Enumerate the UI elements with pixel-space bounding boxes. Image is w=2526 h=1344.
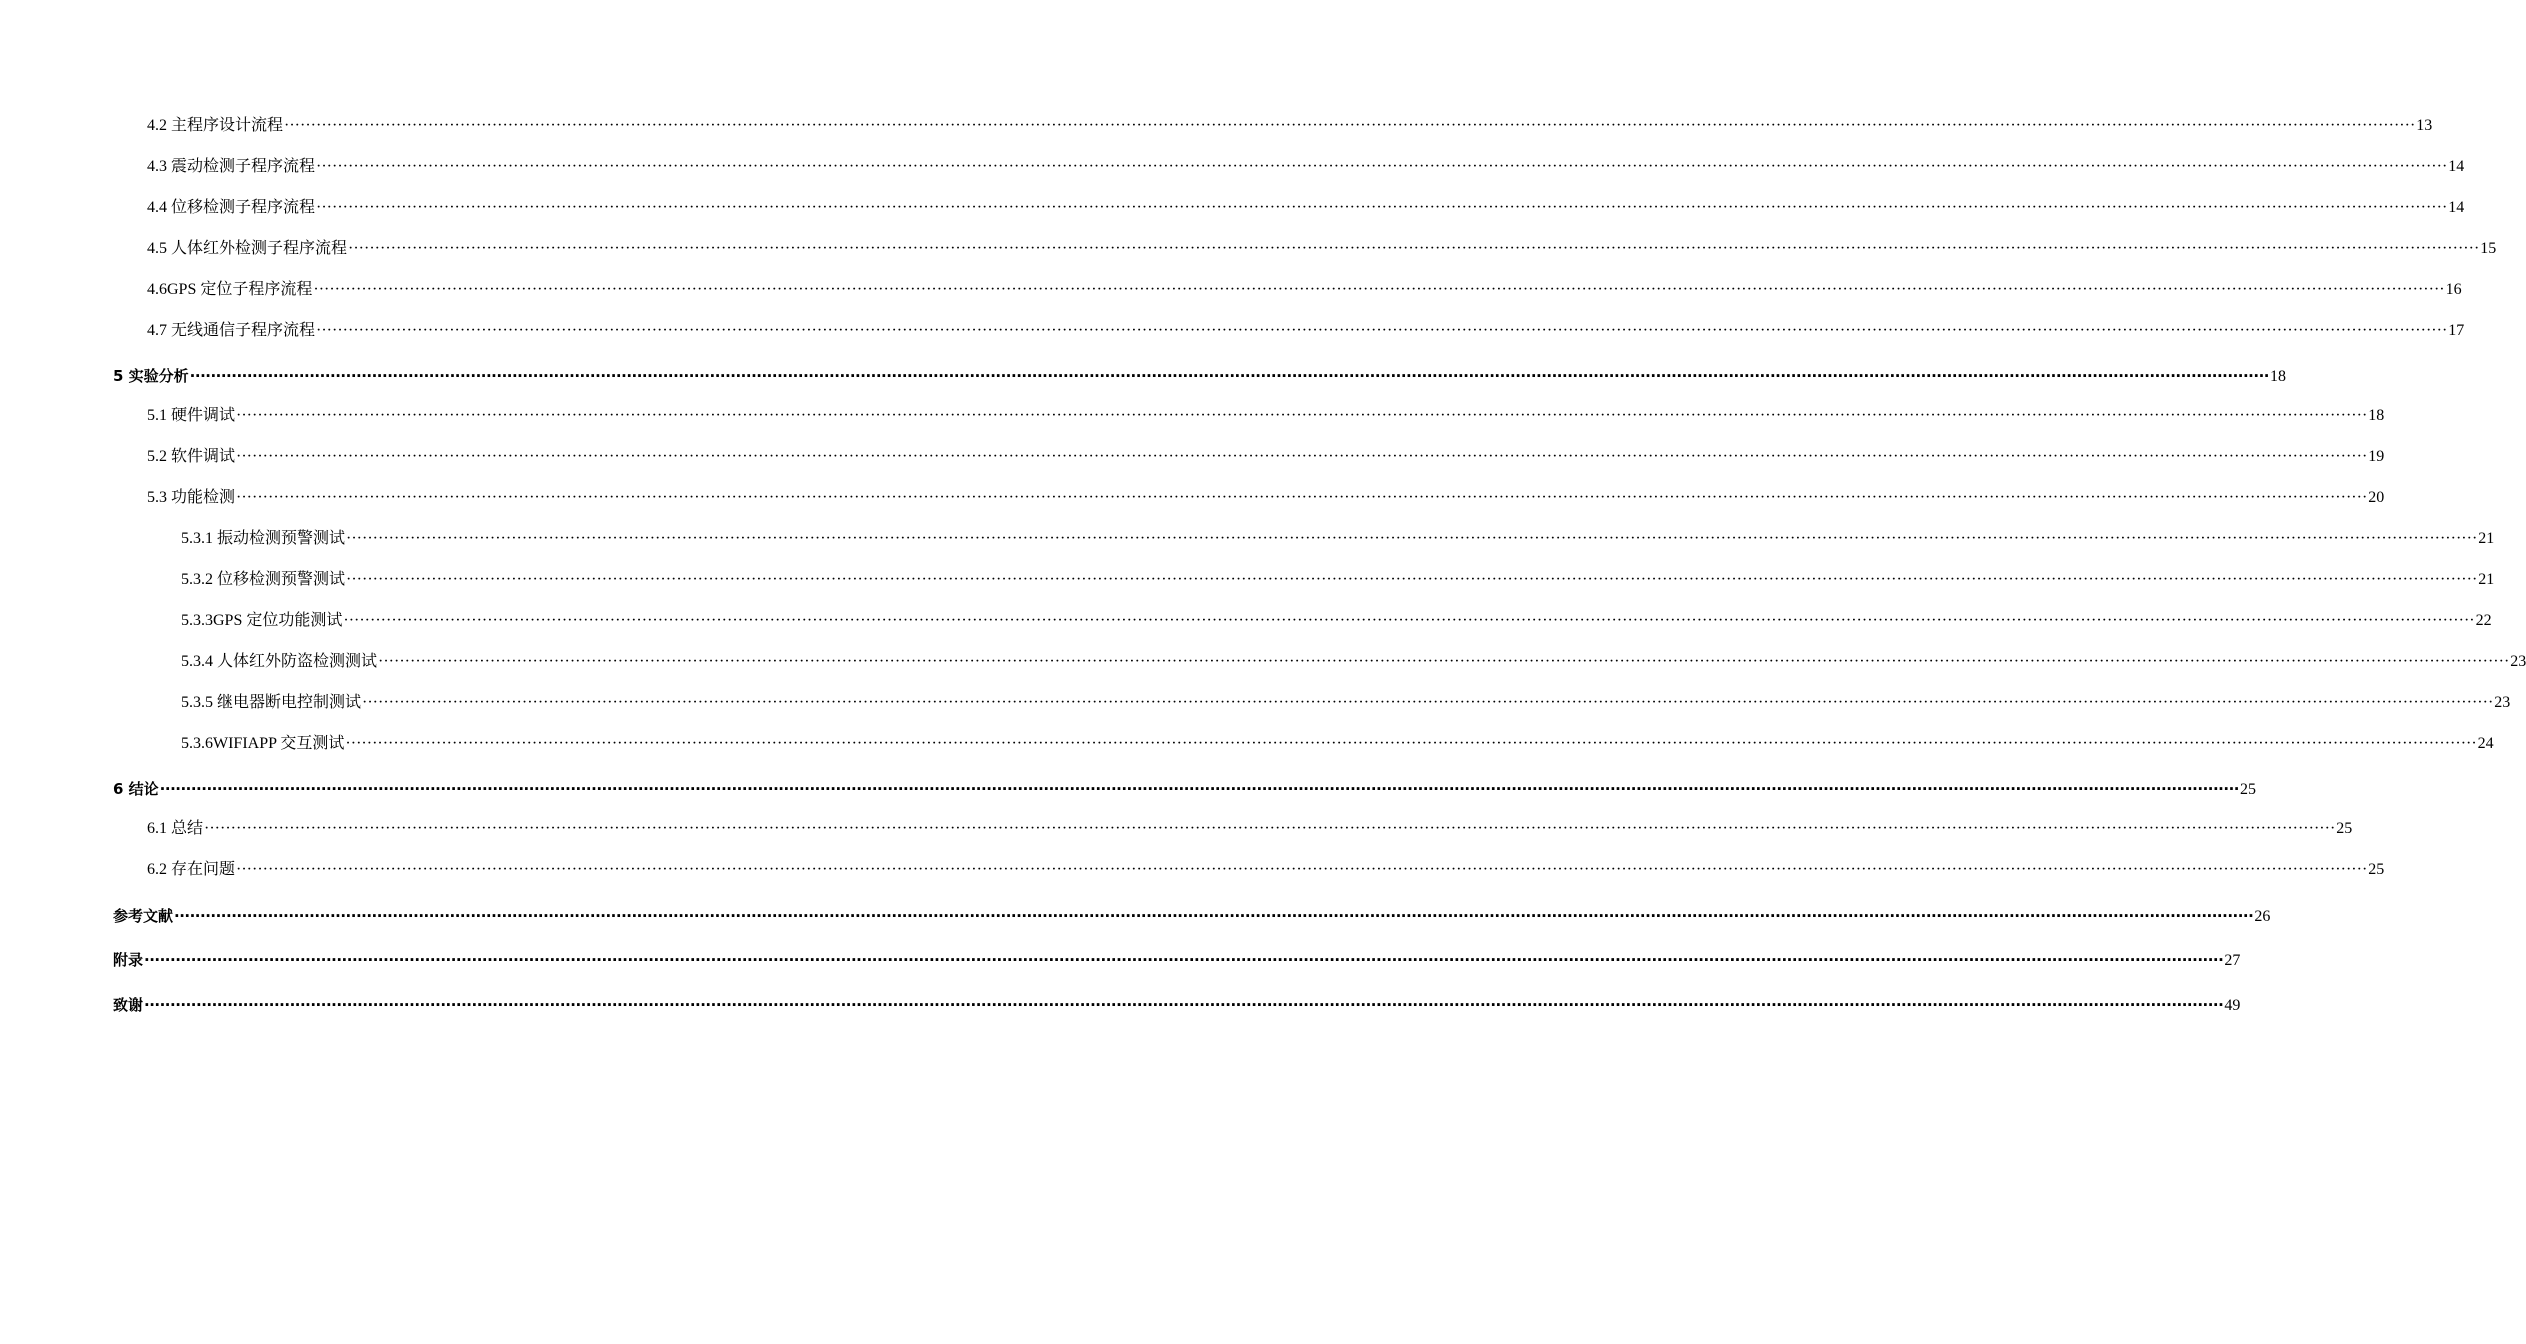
toc-dot-leader: ················································································································································································································································································································································································································ — [236, 448, 2368, 465]
toc-entry-title: 5.3.3GPS 定位功能测试 — [181, 612, 343, 629]
toc-dot-leader: ················································································································································································································································································································································································································ — [284, 117, 2416, 134]
toc-dot-leader: ················································································································································································································································································································································································································ — [313, 281, 2445, 298]
toc-entry-4-5[interactable] — [147, 237, 2497, 261]
toc-dot-leader: ················································································································································································································································································································································································································ — [316, 199, 2448, 216]
toc-entry-title: 6.1 总结 — [147, 820, 204, 837]
toc-entry-title: 4.2 主程序设计流程 — [147, 117, 284, 134]
toc-entry-title: 5.2 软件调试 — [147, 448, 236, 465]
toc-dot-leader: ················································································································································································································································································································································································································ — [159, 780, 2239, 798]
toc-dot-leader: ················································································································································································································································································································································································································ — [189, 367, 2269, 385]
toc-page-number: 16 — [2445, 281, 2462, 298]
toc-entry-appendix[interactable] — [113, 948, 2241, 972]
toc-page-number: 20 — [2368, 489, 2385, 506]
toc-entry-5[interactable] — [113, 364, 2286, 388]
toc-entry-title: 4.7 无线通信子程序流程 — [147, 322, 316, 339]
toc-entry-6[interactable] — [113, 777, 2256, 801]
toc-entry-4-6[interactable] — [147, 278, 2462, 302]
toc-entry-5-3-1[interactable] — [181, 527, 2495, 551]
toc-entry-title: 5.3.6WIFIAPP 交互测试 — [181, 735, 345, 752]
toc-entry-4-4[interactable] — [147, 196, 2465, 220]
toc-dot-leader: ················································································································································································································································································································································································································ — [236, 407, 2368, 424]
toc-dot-leader: ················································································································································································································································································································································································································ — [204, 820, 2336, 837]
toc-page-number: 18 — [2368, 407, 2385, 424]
toc-entry-4-7[interactable] — [147, 319, 2465, 343]
toc-page-number: 18 — [2269, 368, 2286, 385]
toc-dot-leader: ················································································································································································································································································································································································································ — [362, 694, 2494, 711]
toc-page-number: 15 — [2480, 240, 2497, 257]
toc-dot-leader: ················································································································································································································································································································································································································ — [346, 530, 2478, 547]
toc-entry-title: 5.1 硬件调试 — [147, 407, 236, 424]
toc-entry-5-3-6[interactable] — [181, 732, 2494, 756]
toc-entry-5-3-5[interactable] — [181, 691, 2511, 715]
toc-entry-5-1[interactable] — [147, 404, 2385, 428]
toc-entry-title: 5.3.5 继电器断电控制测试 — [181, 694, 362, 711]
toc-entry-title: 5.3.1 振动检测预警测试 — [181, 530, 346, 547]
toc-page-number: 21 — [2478, 571, 2495, 588]
toc-entry-5-3-2[interactable] — [181, 568, 2495, 592]
toc-page-number: 14 — [2448, 158, 2465, 175]
toc-entry-title: 6.2 存在问题 — [147, 861, 236, 878]
toc-page-number: 25 — [2336, 820, 2353, 837]
toc-entry-6-2[interactable] — [147, 858, 2385, 882]
toc-dot-leader: ················································································································································································································································································································································································································ — [144, 996, 2224, 1014]
toc-entry-title: 5 实验分析 — [113, 367, 189, 385]
toc-page-number: 49 — [2224, 997, 2241, 1014]
toc-dot-leader: ················································································································································································································································································································································································································ — [343, 612, 2475, 629]
toc-page-number: 22 — [2475, 612, 2492, 629]
toc-page-number: 25 — [2368, 861, 2385, 878]
toc-dot-leader: ················································································································································································································································································································································································································ — [378, 653, 2510, 670]
toc-entry-title: 附录 — [113, 951, 144, 969]
toc-page-number: 27 — [2224, 952, 2241, 969]
toc-page-number: 24 — [2477, 735, 2494, 752]
toc-dot-leader: ················································································································································································································································································································································································································ — [236, 861, 2368, 878]
toc-page-number: 26 — [2254, 908, 2271, 925]
toc-entry-title: 6 结论 — [113, 780, 159, 798]
toc-page-number: 23 — [2510, 653, 2526, 670]
toc-entry-title: 4.5 人体红外检测子程序流程 — [147, 240, 348, 257]
toc-entry-title: 5.3 功能检测 — [147, 489, 236, 506]
toc-entry-5-2[interactable] — [147, 445, 2385, 469]
toc-page-number: 14 — [2448, 199, 2465, 216]
toc-entry-title: 5.3.4 人体红外防盗检测测试 — [181, 653, 378, 670]
toc-dot-leader: ················································································································································································································································································································································································································ — [346, 571, 2478, 588]
toc-dot-leader: ················································································································································································································································································································································································································ — [316, 322, 2448, 339]
toc-entry-title: 致谢 — [113, 996, 144, 1014]
toc-page-number: 23 — [2494, 694, 2511, 711]
toc-entry-5-3-3[interactable] — [181, 609, 2492, 633]
toc-entry-acknowledgements[interactable] — [113, 993, 2241, 1017]
toc-entry-title: 4.3 震动检测子程序流程 — [147, 158, 316, 175]
toc-dot-leader: ················································································································································································································································································································································································································ — [348, 240, 2480, 257]
toc-entry-5-3-4[interactable] — [181, 650, 2526, 674]
toc-page-number: 21 — [2478, 530, 2495, 547]
toc-entry-4-3[interactable] — [147, 155, 2465, 179]
toc-dot-leader: ················································································································································································································································································································································································································ — [174, 907, 2254, 925]
toc-entry-5-3[interactable] — [147, 486, 2385, 510]
toc-dot-leader: ················································································································································································································································································································································································································ — [345, 735, 2477, 752]
toc-entry-title: 5.3.2 位移检测预警测试 — [181, 571, 346, 588]
toc-dot-leader: ················································································································································································································································································································································································································ — [236, 489, 2368, 506]
toc-entry-4-2[interactable] — [147, 114, 2433, 138]
toc-page-number: 17 — [2448, 322, 2465, 339]
toc-entry-references[interactable] — [113, 904, 2271, 928]
toc-dot-leader: ················································································································································································································································································································································································································ — [144, 951, 2224, 969]
toc-entry-title: 4.6GPS 定位子程序流程 — [147, 281, 313, 298]
toc-page-number: 19 — [2368, 448, 2385, 465]
toc-dot-leader: ················································································································································································································································································································································································································ — [316, 158, 2448, 175]
toc-entry-6-1[interactable] — [147, 817, 2353, 841]
toc-entry-title: 4.4 位移检测子程序流程 — [147, 199, 316, 216]
toc-page-number: 13 — [2416, 117, 2433, 134]
toc-entry-title: 参考文献 — [113, 907, 174, 925]
toc-page-number: 25 — [2239, 781, 2256, 798]
